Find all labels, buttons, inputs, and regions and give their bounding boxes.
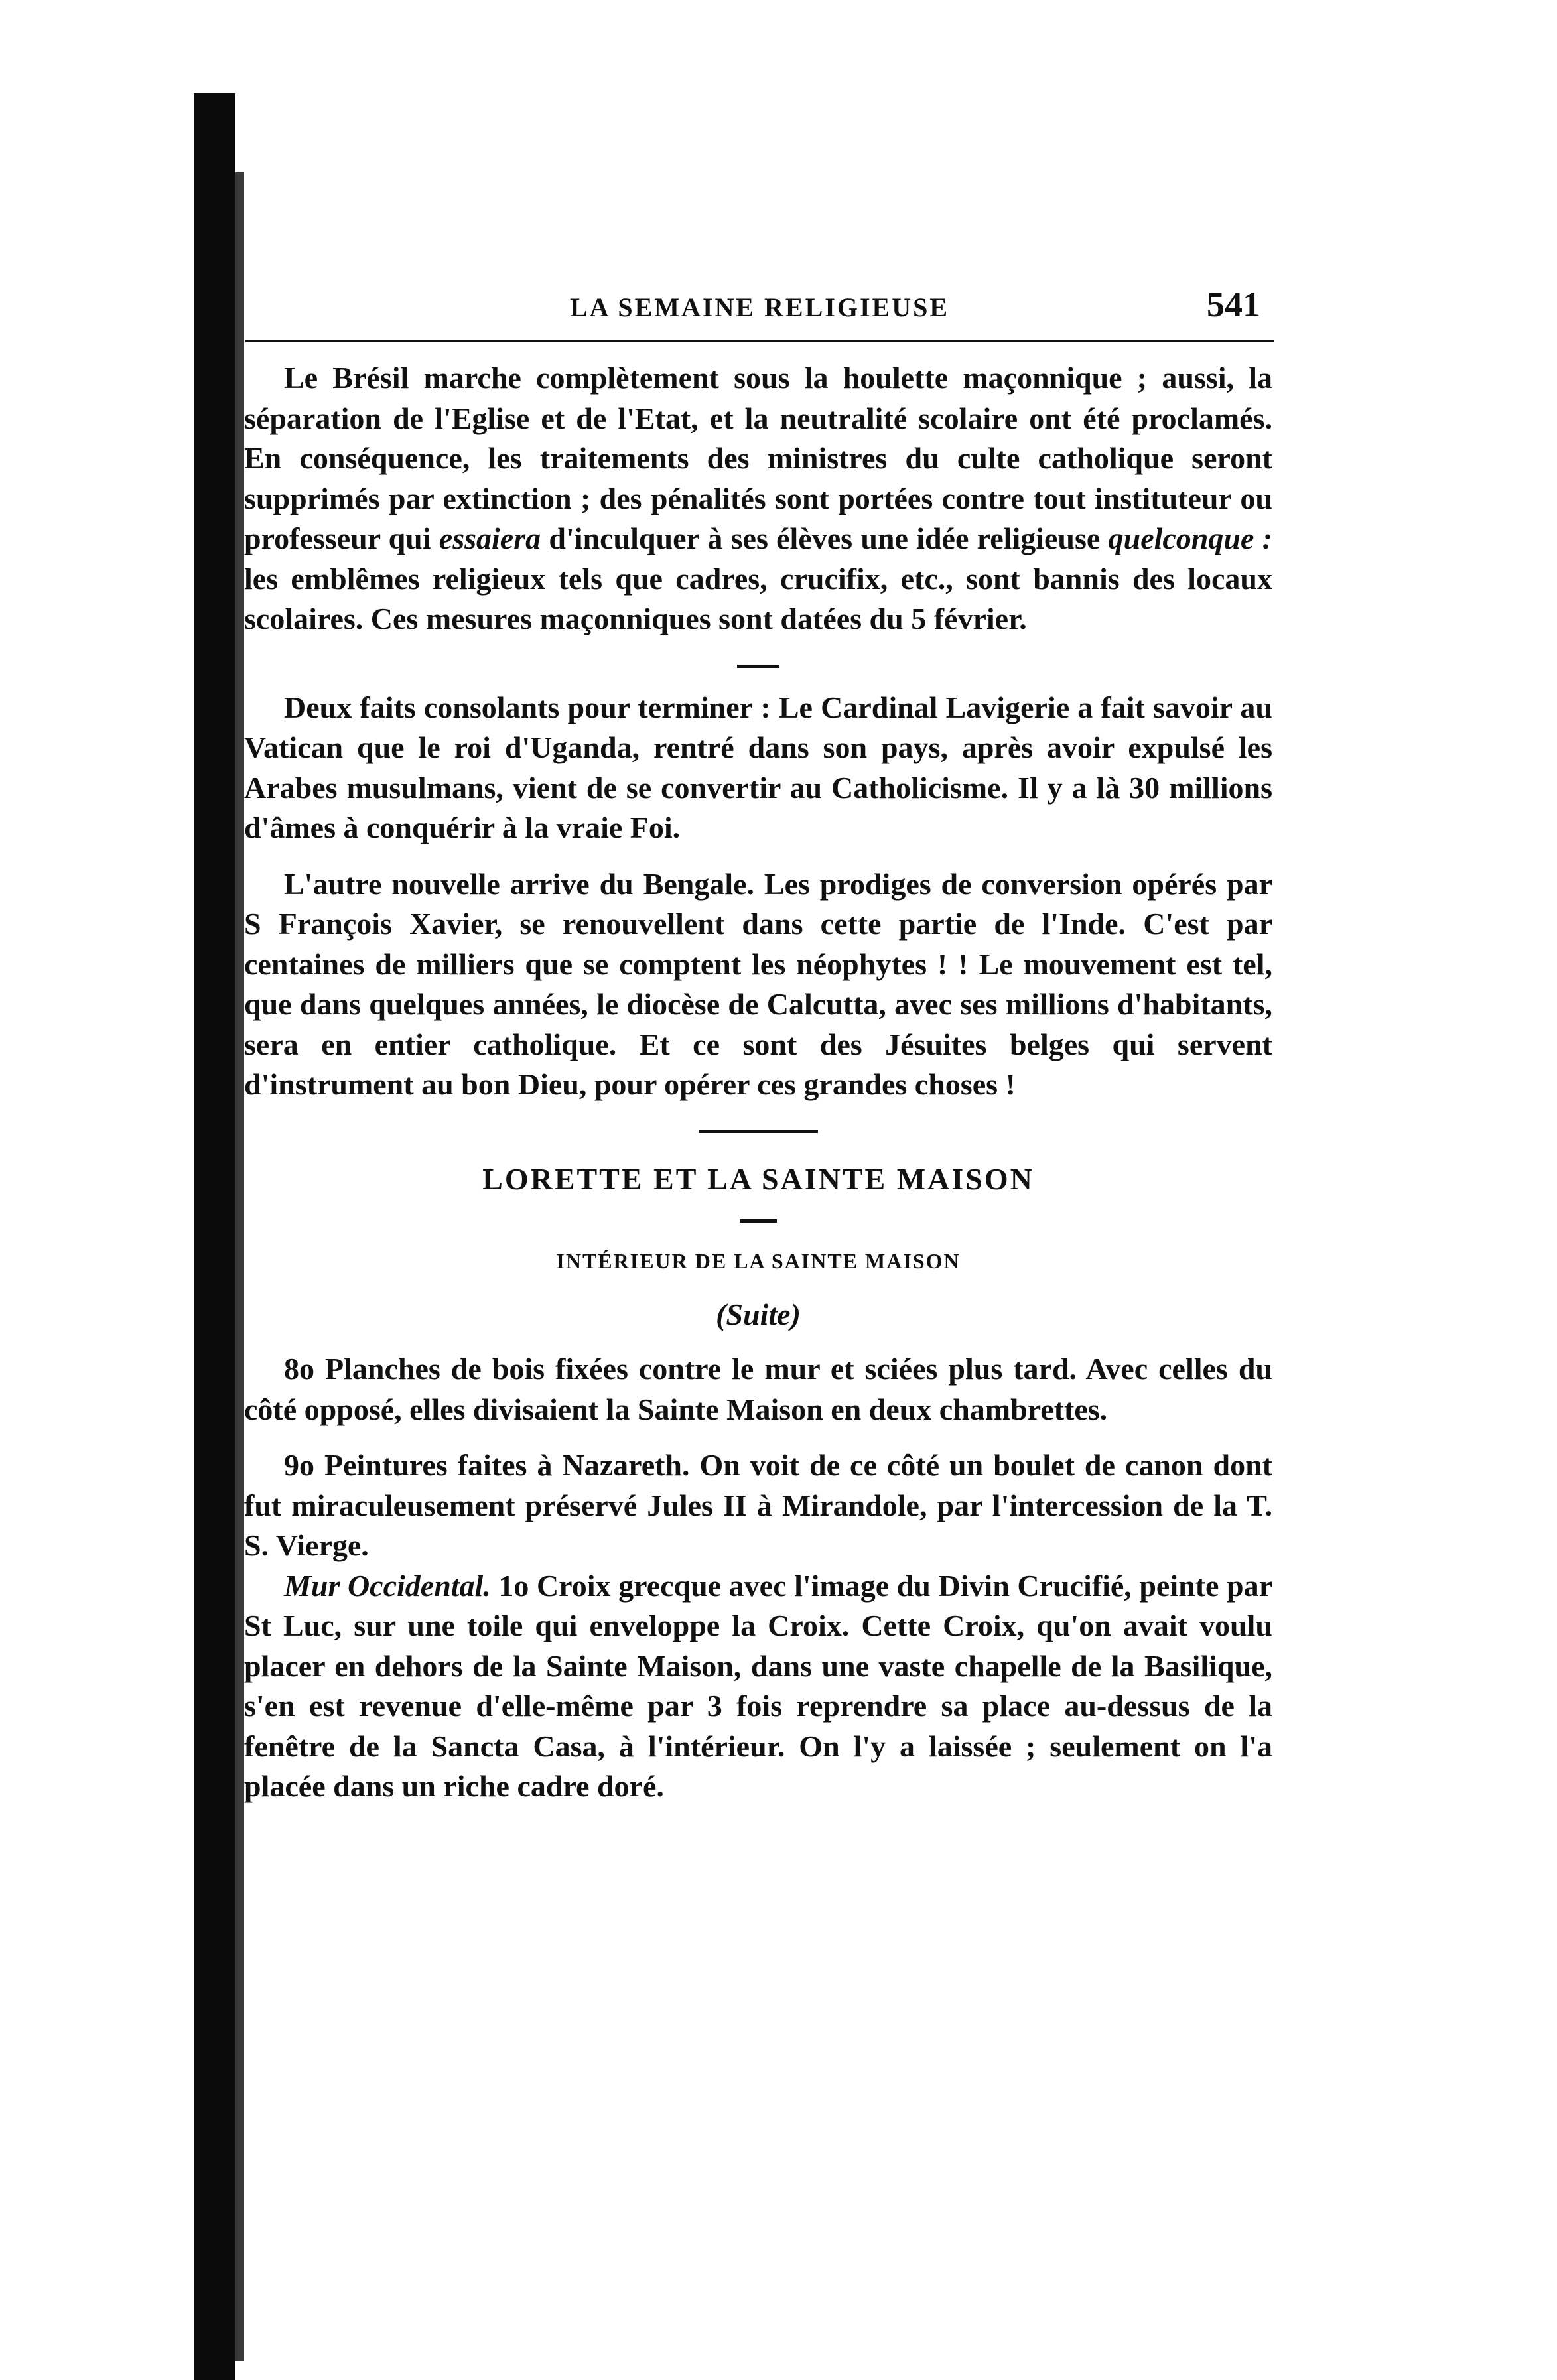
running-title: LA SEMAINE RELIGIEUSE xyxy=(569,293,950,322)
running-header xyxy=(245,279,1274,325)
paragraph-item-8: 8o Planches de bois fixées contre le mur et sciées plus tard. Avec celles du côté opposé, elles divisaient la Sainte Maison en deux chambrettes. xyxy=(244,1352,1272,1426)
italic-essaiera: essaiera xyxy=(439,521,541,555)
paragraph-uganda: Deux faits consolants pour terminer : Le Cardinal Lavigerie a fait savoir au Vatican que le roi d'Uganda, rentré dans son pays, après avoir expulsé les Arabes musulmans, vient de se convertir au Catholicisme. Il y a là 30 millions d'âmes à conquérir à la vraie Foi. xyxy=(244,690,1272,844)
separator-rule xyxy=(699,1130,818,1133)
paragraph-bengale: L'autre nouvelle arrive du Bengale. Les prodiges de conversion opérés par S François Xavier, se renouvellent dans cette partie de l'Inde. C'est par centaines de milliers que se comptent les néophytes ! ! Le mouvement est tel, que dans quelques années, le diocèse de Calcutta, avec ses millions d'habitants, sera en entier catholique. Et ce sont des Jésuites belges qui servent d'instrument au bon Dieu, pour opérer ces grandes choses ! xyxy=(244,866,1272,1101)
section-title: LORETTE ET LA SAINTE MAISON xyxy=(482,1161,1034,1196)
paragraph-item-9: 9o Peintures faites à Nazareth. On voit de ce côté un boulet de canon dont fut miraculeusement préservé Jules II à Mirandole, par l'intercession de la T. S. Vierge. xyxy=(244,1448,1272,1562)
header-rule xyxy=(245,340,1274,342)
paragraph-bresil-text-1: Le Brésil marche complètement sous la houlette maçonnique ; aussi, la séparation de l'Eglise et de l'Etat, et la neutralité scolaire ont été proclamés. En conséquence, les traitements des ministres du culte catholique seront supprimés par extinction ; des pénalités sont portées contre tout instituteur ou professeur qui xyxy=(244,361,1272,555)
paragraph-mur-occidental xyxy=(244,1566,1272,1807)
paragraph-gap xyxy=(244,1429,1272,1445)
page-binding-edge xyxy=(194,93,235,2380)
page-number: 541 xyxy=(1207,285,1260,324)
section-suite: (Suite) xyxy=(716,1297,801,1331)
paragraph-gap xyxy=(244,848,1272,864)
italic-mur-occidental: Mur Occidental. xyxy=(284,1568,491,1603)
separator-dash-small xyxy=(740,1219,777,1223)
separator-dash xyxy=(737,665,779,668)
paragraph-mur-occidental-text: 1o Croix grecque avec l'image du Divin Crucifié, peinte par St Luc, sur une toile qui enveloppe la Croix. Cette Croix, qu'on avait voulu placer en dehors de la Sainte Maison, dans une vaste chapelle de la Basilique, s'en est revenue d'elle-même par 3 fois reprendre sa place au-dessus de la fenêtre de la Sancta Casa, à l'intérieur. On l'y a laissée ; seulement on l'a placée dans un riche cadre doré. xyxy=(244,1568,1272,1803)
paragraph-bresil xyxy=(244,358,1272,639)
paragraph-bresil-text-2: d'inculquer à ses élèves une idée religieuse xyxy=(541,521,1109,555)
paragraph-bresil-text-3: les emblêmes religieux tels que cadres, crucifix, etc., sont bannis des locaux scolaires. Ces mesures maçonniques sont datées du 5 février. xyxy=(244,561,1272,635)
section-subtitle: INTÉRIEUR DE LA SAINTE MAISON xyxy=(556,1249,961,1273)
italic-quelconque: quelconque : xyxy=(1108,521,1272,555)
page-body xyxy=(244,358,1272,1807)
page-binding-shadow xyxy=(235,172,244,2361)
